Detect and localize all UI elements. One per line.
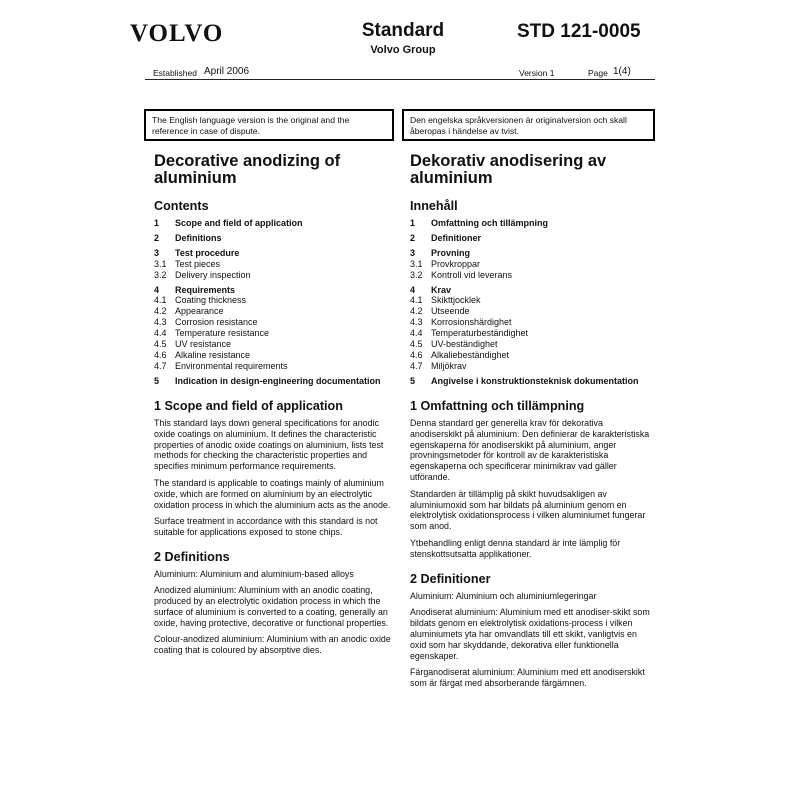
toc-entry-text: Requirements [175, 284, 236, 295]
toc-entry-number: 4.3 [410, 317, 423, 328]
toc-entry-number: 4.2 [154, 306, 167, 317]
toc-entry [410, 218, 655, 229]
toc-entry [154, 295, 399, 306]
section-1-paragraph-sv: Standarden är tillämplig på skikt huvudsakligen av aluminiumoxid som har bildats på aluminium genom en elektrolytisk oxidationsprocess i vilken aluminiumet fungerar som anod. [410, 488, 646, 532]
toc-entry-text: Test pieces [175, 258, 221, 269]
toc-entry-text: Temperature resistance [175, 328, 270, 339]
toc-entry-text: Coating thickness [175, 295, 247, 306]
toc-entry-number: 4 [154, 284, 160, 295]
toc-entry [154, 285, 399, 296]
document-title-sv: Dekorativ anodisering av aluminium [410, 152, 607, 187]
section-1-paragraph: The standard is applicable to coatings mainly of aluminium oxide, which are formed on aluminium by an electrolytic oxidation process in which the aluminium acts as the anode. [154, 477, 391, 510]
section-1-heading-en: 1 Scope and field of application [154, 398, 343, 413]
toc-entry [154, 350, 399, 361]
established-date: April 2006 [204, 66, 250, 77]
toc-entry-number: 4.4 [410, 328, 423, 339]
document-title-en: Decorative anodizing of aluminium [154, 152, 341, 187]
toc-entry-text: Utseende [431, 306, 470, 317]
toc-entry-text: Environmental requirements [175, 360, 288, 371]
toc-entry [154, 259, 399, 270]
page-number: 1(4) [613, 66, 631, 77]
toc-entry [410, 306, 655, 317]
toc-entry [154, 376, 399, 387]
toc-entry [154, 233, 399, 244]
toc-entry [410, 270, 655, 281]
toc-entry-text: UV-beständighet [431, 339, 498, 350]
toc-entry-text: Appearance [175, 306, 224, 317]
section-2-paragraph: Anodized aluminium: Aluminium with an anodic coating, produced by an electrolytic oxidation process in which the surface of aluminium is converted to a coating, generally an oxide, having protective, decorative or functional properties. [154, 585, 389, 628]
toc-entry-number: 3.2 [154, 269, 167, 280]
toc-entry-text: Provning [431, 247, 471, 258]
toc-entry [410, 361, 655, 372]
toc-entry-number: 2 [154, 232, 160, 243]
language-note-en: The English language version is the original and the reference in case of dispute. [144, 109, 394, 141]
contents-heading-sv: Innehåll [410, 199, 458, 213]
toc-entry-text: Korrosionshärdighet [431, 317, 512, 328]
established-label: Established [153, 68, 197, 78]
section-2-paragraph: Aluminium: Aluminium and aluminium-based alloys [154, 568, 354, 579]
toc-entry-number: 3.1 [410, 258, 423, 269]
toc-entry-text: Delivery inspection [175, 269, 251, 280]
toc-entry-text: Angivelse i konstruktionsteknisk dokumentation [431, 375, 639, 386]
toc-entry-number: 4 [410, 284, 416, 295]
toc-entry-number: 4.6 [154, 349, 167, 360]
toc-entry-number: 4.4 [154, 328, 167, 339]
toc-entry-text: Alkaline resistance [175, 349, 251, 360]
table-of-contents-en [154, 218, 399, 387]
page-label: Page [588, 68, 608, 78]
toc-entry [154, 328, 399, 339]
toc-entry [410, 295, 655, 306]
document-type-title: Standard [361, 20, 445, 41]
section-1-paragraph: Surface treatment in accordance with this standard is not suitable for applications exposed to stone chips. [154, 515, 378, 537]
table-of-contents-sv [410, 218, 655, 387]
version-label: Version 1 [519, 68, 555, 78]
toc-entry-text: Corrosion resistance [175, 317, 258, 328]
toc-entry-text: Definitions [175, 232, 222, 243]
section-2-paragraph-sv: Anodiserat aluminium: Aluminium med ett anodiser-skikt som bildats genom en elektrolytisk oxidations-process i vilken aluminiumets yta har omvandlats till ett skikt, vanligtvis en oxid som har skyddande, dekorativa eller funktionella egenskaper. [410, 606, 650, 661]
section-1-paragraph-sv: Denna standard ger generella krav för dekorativa anodiserskikt på aluminium. Den definierar de karakteristiska egenskaperna för anodiserskikt på aluminium, anger provningsmetoder för kontroll av de karakteristiska egenskaperna och specificerar minimikrav vad gäller utförande. [410, 417, 650, 483]
toc-entry-number: 4.3 [154, 317, 167, 328]
toc-entry [410, 248, 655, 259]
language-note-sv: Den engelska språkversionen är originalversion och skall åberopas i händelse av tvist. [402, 109, 655, 141]
toc-entry-text: Temperaturbeständighet [431, 328, 529, 339]
english-column [154, 153, 399, 662]
section-2-paragraph-sv: Aluminium: Aluminium och aluminiumlegeringar [410, 590, 597, 601]
toc-entry-number: 4.1 [154, 295, 167, 306]
toc-entry-text: Omfattning och tillämpning [431, 218, 548, 228]
toc-entry-number: 1 [154, 218, 160, 228]
toc-entry [410, 285, 655, 296]
header-rule [145, 79, 655, 80]
toc-entry-text: Test procedure [175, 247, 240, 258]
toc-entry-number: 4.6 [410, 349, 423, 360]
volvo-logo: VOLVO [130, 20, 224, 47]
toc-entry-number: 3 [154, 247, 160, 258]
toc-entry [154, 361, 399, 372]
toc-entry [410, 339, 655, 350]
toc-entry-number: 5 [154, 375, 160, 386]
toc-entry-text: UV resistance [175, 339, 232, 350]
toc-entry-number: 4.2 [410, 306, 423, 317]
toc-entry-number: 4.7 [410, 360, 423, 371]
section-1-paragraph-sv: Ytbehandling enligt denna standard är inte lämplig för stenskottsutsatta applikationer. [410, 537, 621, 559]
document-number: STD 121-0005 [517, 21, 641, 42]
toc-entry-text: Krav [431, 284, 452, 295]
toc-entry [410, 350, 655, 361]
toc-entry-number: 4.1 [410, 295, 423, 306]
toc-entry [154, 218, 399, 229]
toc-entry [154, 339, 399, 350]
toc-entry-number: 1 [410, 218, 416, 228]
toc-entry-number: 4.5 [154, 339, 167, 350]
section-2-paragraph-sv: Färganodiserat aluminium: Aluminium med ett anodiserskikt som är färgat med absorberande färgämnen. [410, 667, 645, 688]
toc-entry-text: Provkroppar [431, 258, 481, 269]
toc-entry-number: 4.7 [154, 360, 167, 371]
toc-entry-text: Scope and field of application [175, 218, 303, 228]
document-owner: Volvo Group [370, 44, 436, 56]
toc-entry-text: Alkaliebeständighet [431, 349, 510, 360]
toc-entry [154, 270, 399, 281]
section-2-heading-sv: 2 Definitioner [410, 571, 491, 586]
toc-entry [410, 259, 655, 270]
swedish-column [410, 153, 655, 694]
section-2-heading-en: 2 Definitions [154, 549, 230, 564]
section-2-paragraph: Colour-anodized aluminium: Aluminium with an anodic oxide coating that is coloured by absorptive dies. [154, 634, 391, 656]
toc-entry-number: 3.2 [410, 269, 423, 280]
toc-entry [410, 233, 655, 244]
toc-entry [410, 328, 655, 339]
toc-entry-text: Indication in design-engineering documentation [175, 375, 381, 386]
toc-entry-number: 2 [410, 232, 416, 243]
toc-entry-number: 3 [410, 247, 416, 258]
toc-entry [154, 317, 399, 328]
toc-entry [154, 248, 399, 259]
toc-entry-text: Definitioner [431, 232, 482, 243]
section-1-paragraph: This standard lays down general specifications for anodic oxide coatings on aluminium. It defines the characteristic properties of anodic oxide coatings on aluminium, lists test methods for checking the characteristic properties and specifies minimum performance requirements. [154, 417, 384, 472]
toc-entry-text: Miljökrav [431, 360, 467, 371]
toc-entry-text: Kontroll vid leverans [431, 269, 513, 280]
contents-heading: Contents [154, 199, 209, 213]
toc-entry [154, 306, 399, 317]
section-1-heading-sv: 1 Omfattning och tillämpning [410, 398, 585, 413]
toc-entry-number: 5 [410, 375, 416, 386]
toc-entry [410, 376, 655, 387]
toc-entry-number: 3.1 [154, 258, 167, 269]
toc-entry-number: 4.5 [410, 339, 423, 350]
toc-entry [410, 317, 655, 328]
toc-entry-text: Skikttjocklek [431, 295, 481, 306]
